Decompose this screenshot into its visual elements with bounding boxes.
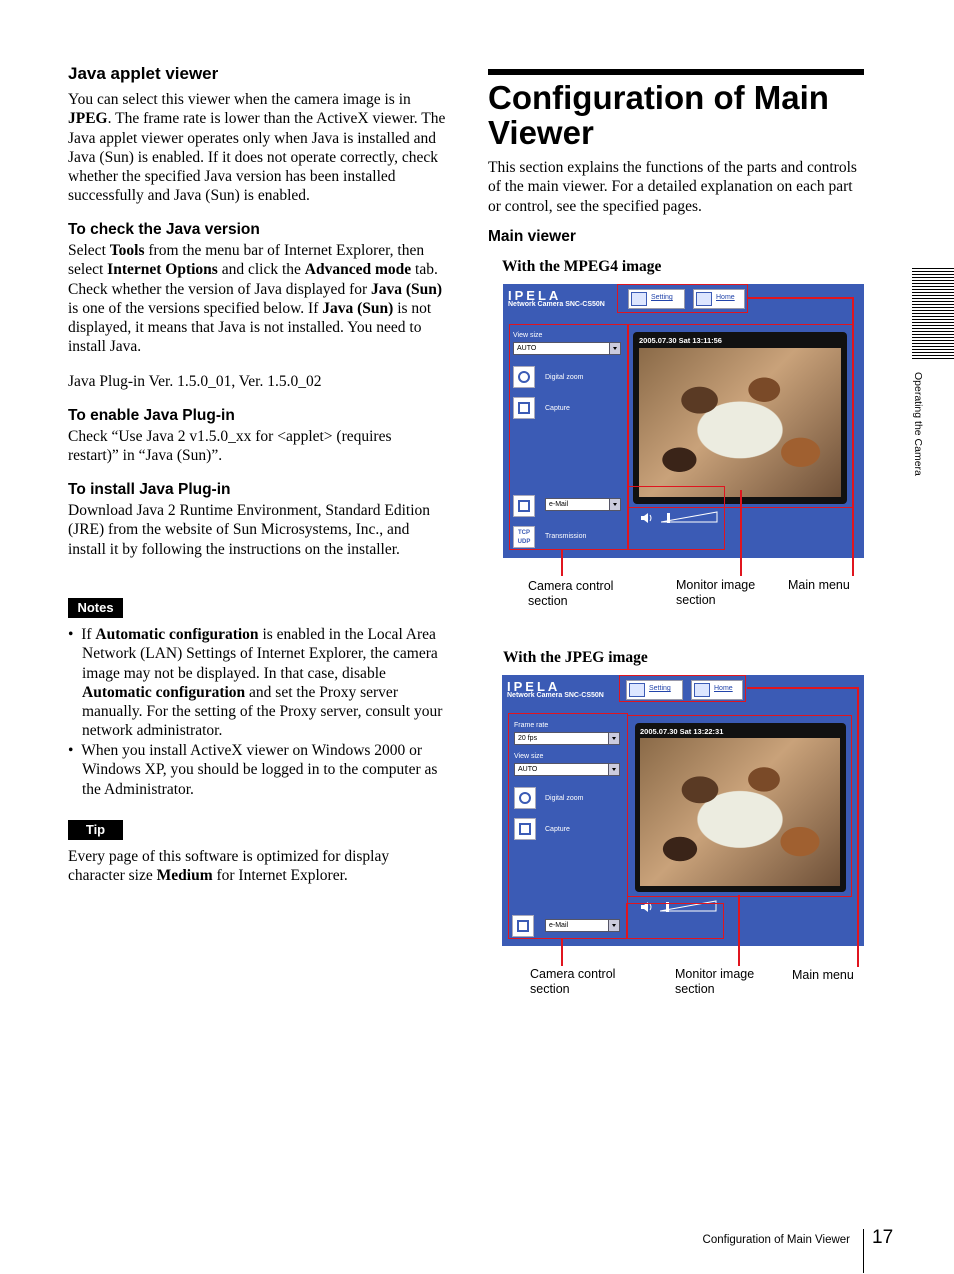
monitor-image-leader xyxy=(740,490,742,576)
digital-zoom-label: Digital zoom xyxy=(545,795,584,802)
section-side-label: Operating the Camera xyxy=(912,372,924,476)
capture-label: Capture xyxy=(545,405,570,412)
home-label: Home xyxy=(714,685,733,692)
section-tab-stripes xyxy=(912,268,954,360)
java-applet-paragraph: You can select this viewer when the camera image is in JPEG. The frame rate is lower than the ActiveX viewer. The Java applet viewer operates only when Java is installed and Java (Sun) is enabled. If it does not operate correctly, check whether the specified Java version has been installed successfully and Java (Sun) is enabled. xyxy=(68,91,446,205)
camera-control-highlight-extension xyxy=(626,903,724,939)
mpeg4-heading: With the MPEG4 image xyxy=(502,258,662,275)
view-size-label: View size xyxy=(514,753,544,760)
check-java-paragraph: Select Tools from the menu bar of Internet Explorer, then select Internet Options and click the Advanced mode tab. Check whether the version of Java displayed for Java (Sun) is one of the versions specified below. If Java (Sun) is not displayed, it means that Java is not installed. You need to install Java. xyxy=(68,242,443,356)
camera-control-caption: Camera control section xyxy=(528,579,614,608)
setting-label: Setting xyxy=(649,685,671,692)
email-value: e-Mail xyxy=(549,922,569,929)
enable-plugin-heading: To enable Java Plug-in xyxy=(68,407,235,424)
notes-label: Notes xyxy=(68,598,123,618)
camera-control-highlight xyxy=(508,713,628,939)
monitor-image-caption: Monitor image section xyxy=(676,578,756,607)
email-value: e-Mail xyxy=(549,501,569,508)
main-menu-leader-h xyxy=(747,687,857,689)
home-label: Home xyxy=(716,294,735,301)
plugin-versions: Java Plug-in Ver. 1.5.0_01, Ver. 1.5.0_02 xyxy=(68,373,322,390)
tip-label: Tip xyxy=(68,820,123,840)
setting-label: Setting xyxy=(651,294,673,301)
timestamp: 2005.07.30 Sat 13:11:56 xyxy=(639,336,722,345)
frame-rate-label: Frame rate xyxy=(514,722,549,729)
camera-control-caption: Camera control section xyxy=(530,967,616,996)
camera-control-highlight xyxy=(509,324,629,550)
page-number: 17 xyxy=(872,1227,894,1248)
view-size-value: AUTO xyxy=(518,766,538,773)
main-menu-highlight xyxy=(617,284,748,313)
note-administrator: • When you install ActiveX viewer on Windows 2000 or Windows XP, you should be logged in to the computer as the Administrator. xyxy=(68,742,438,798)
intro-paragraph: This section explains the functions of the parts and controls of the main viewer. For a detailed explanation on each part or control, see the specified pages. xyxy=(488,159,857,215)
model-name: Network Camera SNC-CS50N xyxy=(508,301,605,308)
ipela-logo: IPELA xyxy=(508,288,562,303)
footer-divider xyxy=(863,1229,864,1273)
main-viewer-heading: Main viewer xyxy=(488,228,576,245)
monitor-image-caption: Monitor image section xyxy=(675,967,755,996)
install-plugin-heading: To install Java Plug-in xyxy=(68,481,231,498)
main-menu-caption: Main menu xyxy=(792,968,854,982)
ipela-logo: IPELA xyxy=(507,679,561,694)
enable-plugin-paragraph: Check “Use Java 2 v1.5.0_xx for <applet> (requires restart)” in “Java (Sun)”. xyxy=(68,428,392,465)
capture-label: Capture xyxy=(545,826,570,833)
view-size-label: View size xyxy=(513,332,543,339)
monitor-image-leader xyxy=(738,895,740,966)
monitor-image-highlight xyxy=(627,715,852,897)
frame-rate-value: 20 fps xyxy=(518,735,538,742)
running-title: Configuration of Main Viewer xyxy=(702,1234,850,1246)
main-menu-leader-v xyxy=(857,687,859,967)
view-size-value: AUTO xyxy=(517,345,537,352)
tcp-udp-button[interactable]: TCP UDP xyxy=(513,526,535,548)
camera-control-leader xyxy=(561,550,563,576)
main-menu-caption: Main menu xyxy=(788,578,850,592)
main-menu-highlight xyxy=(619,675,746,702)
jpeg-heading: With the JPEG image xyxy=(503,649,648,666)
jpeg-viewer-screenshot xyxy=(502,675,864,946)
digital-zoom-label: Digital zoom xyxy=(545,374,584,381)
monitor-image-highlight xyxy=(627,324,853,508)
page-title: Configuration of Main Viewer xyxy=(488,79,829,151)
mpeg4-viewer-screenshot xyxy=(503,284,864,558)
title-rule xyxy=(488,69,864,75)
transmission-label: Transmission xyxy=(545,533,587,540)
timestamp: 2005.07.30 Sat 13:22:31 xyxy=(640,727,724,736)
tip-paragraph: Every page of this software is optimized for display character size Medium for Internet Explorer. xyxy=(68,848,390,885)
model-name: Network Camera SNC-CS50N xyxy=(507,692,604,699)
main-menu-leader-h xyxy=(748,297,852,299)
check-java-heading: To check the Java version xyxy=(68,221,260,238)
note-automatic-configuration: • If Automatic configuration is enabled in the Local Area Network (LAN) Settings of Internet Explorer, the camera image may not be displayed. In that case, disable Automatic configuration and set the Proxy server manually. For the setting of the Proxy server, consult your network administrator. xyxy=(68,626,443,740)
camera-control-leader xyxy=(561,938,563,966)
java-applet-heading: Java applet viewer xyxy=(68,64,219,83)
install-plugin-paragraph: Download Java 2 Runtime Environment, Standard Edition (JRE) from the website of Sun Microsystems, Inc., and install it by following the instructions on the installer. xyxy=(68,502,431,558)
main-menu-leader-v xyxy=(852,297,854,576)
